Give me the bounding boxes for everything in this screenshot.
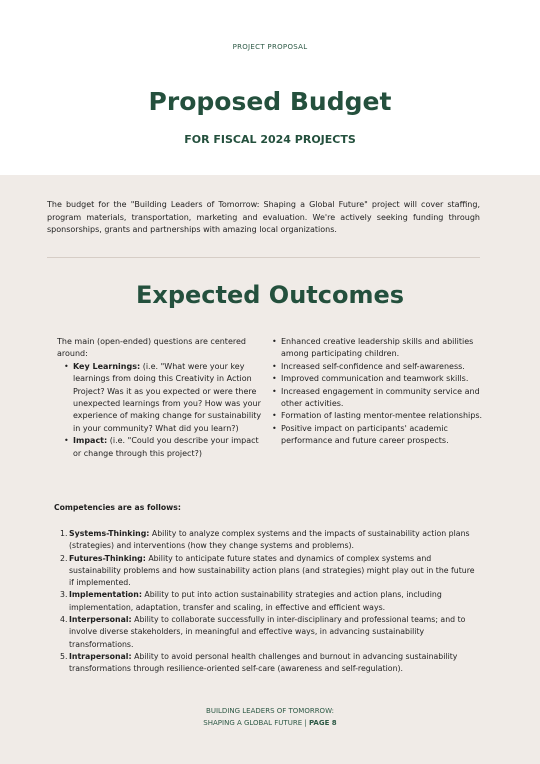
page-number: PAGE 8 bbox=[308, 718, 337, 727]
outcomes-heading: Expected Outcomes bbox=[135, 281, 405, 309]
question-text: (i.e. "What were your key learnings from doing this Creativity in Action Project? Was it as you expected or were there unexpected learnings from you? How was your experience of making change for sustainability in your community? What did you learn?) bbox=[73, 361, 262, 433]
questions-list bbox=[64, 361, 267, 460]
question-term: Key Learnings: bbox=[73, 361, 141, 371]
competency-term: Systems-Thinking: bbox=[69, 529, 150, 538]
questions-lead: The main (open-ended) questions are centered around: bbox=[57, 337, 246, 359]
list-item: • Enhanced creative leadership skills and abilities among participating children. bbox=[272, 336, 484, 361]
footer-line-2 bbox=[0, 718, 540, 730]
kicker-label: PROJECT PROPOSAL bbox=[232, 43, 308, 51]
competency-text: Ability to analyze complex systems and the impacts of sustainability action plans (strategies) and interventions (how they change systems and problems). bbox=[69, 529, 470, 551]
list-item bbox=[60, 651, 480, 676]
header-section bbox=[0, 0, 540, 175]
page-subtitle: FOR FISCAL 2024 PROJECTS bbox=[184, 133, 356, 146]
question-term: Impact: bbox=[73, 436, 108, 446]
list-item bbox=[64, 435, 267, 460]
list-item bbox=[60, 589, 480, 614]
list-item: • Positive impact on participants' academic performance and future career prospects. bbox=[272, 423, 484, 448]
item-number: 1. bbox=[60, 529, 68, 538]
competency-text: Ability to anticipate future states and dynamics of complex systems and sustainability problems and how sustainability action plans (and strategies) might play out in the future if implemented. bbox=[69, 553, 475, 588]
question-text: (i.e. "Could you describe your impact or change through this project?) bbox=[73, 436, 259, 458]
results-list bbox=[272, 336, 484, 448]
intro-paragraph: The budget for the "Building Leaders of Tomorrow: Shaping a Global Future" project will cover staffing, program materials, transportation, marketing and evaluation. We're actively seeking funding through sponsorships, grants and partnerships with amazing local organizations. bbox=[47, 200, 480, 235]
list-item: • Formation of lasting mentor-mentee relationships. bbox=[272, 410, 484, 422]
list-item: • Improved communication and teamwork skills. bbox=[272, 373, 484, 385]
page-footer bbox=[0, 706, 540, 729]
list-item bbox=[60, 528, 480, 553]
item-number: 2. bbox=[60, 553, 68, 563]
footer-line-1: BUILDING LEADERS OF TOMORROW: bbox=[206, 707, 334, 715]
list-item bbox=[64, 361, 267, 435]
competencies-list bbox=[60, 528, 480, 676]
questions-column bbox=[57, 336, 267, 460]
competency-text: Ability to avoid personal health challenges and burnout in advancing sustainability transformations through resilience-oriented self-care (awareness and self-regulation). bbox=[69, 651, 458, 674]
divider bbox=[47, 257, 480, 258]
list-item: • Increased engagement in community service and other activities. bbox=[272, 386, 484, 411]
item-number: 3. bbox=[60, 590, 68, 600]
competency-term: Futures-Thinking: bbox=[69, 553, 146, 563]
competency-term: Intrapersonal: bbox=[69, 651, 132, 661]
competencies-heading: Competencies are as follows: bbox=[54, 503, 181, 512]
results-column bbox=[272, 336, 484, 448]
competency-term: Implementation: bbox=[69, 590, 142, 600]
item-number: 5. bbox=[60, 651, 68, 661]
item-number: 4. bbox=[60, 615, 68, 625]
competency-text: Ability to collaborate successfully in inter-disciplinary and professional teams; and to involve diverse stakeholders, in meaningful and effective ways, in advancing sustainability transformations. bbox=[69, 615, 466, 649]
list-item bbox=[60, 614, 480, 651]
footer-subtitle: SHAPING A GLOBAL FUTURE | bbox=[203, 718, 309, 727]
competency-text: Ability to put into action sustainability strategies and action plans, including implementation, adaptation, transfer and scaling, in effective and efficient ways. bbox=[69, 590, 442, 612]
list-item: • Increased self-confidence and self-awareness. bbox=[272, 361, 484, 373]
list-item bbox=[60, 553, 480, 590]
competency-term: Interpersonal: bbox=[69, 615, 132, 625]
content-section bbox=[0, 175, 540, 764]
page-title: Proposed Budget bbox=[148, 87, 392, 116]
